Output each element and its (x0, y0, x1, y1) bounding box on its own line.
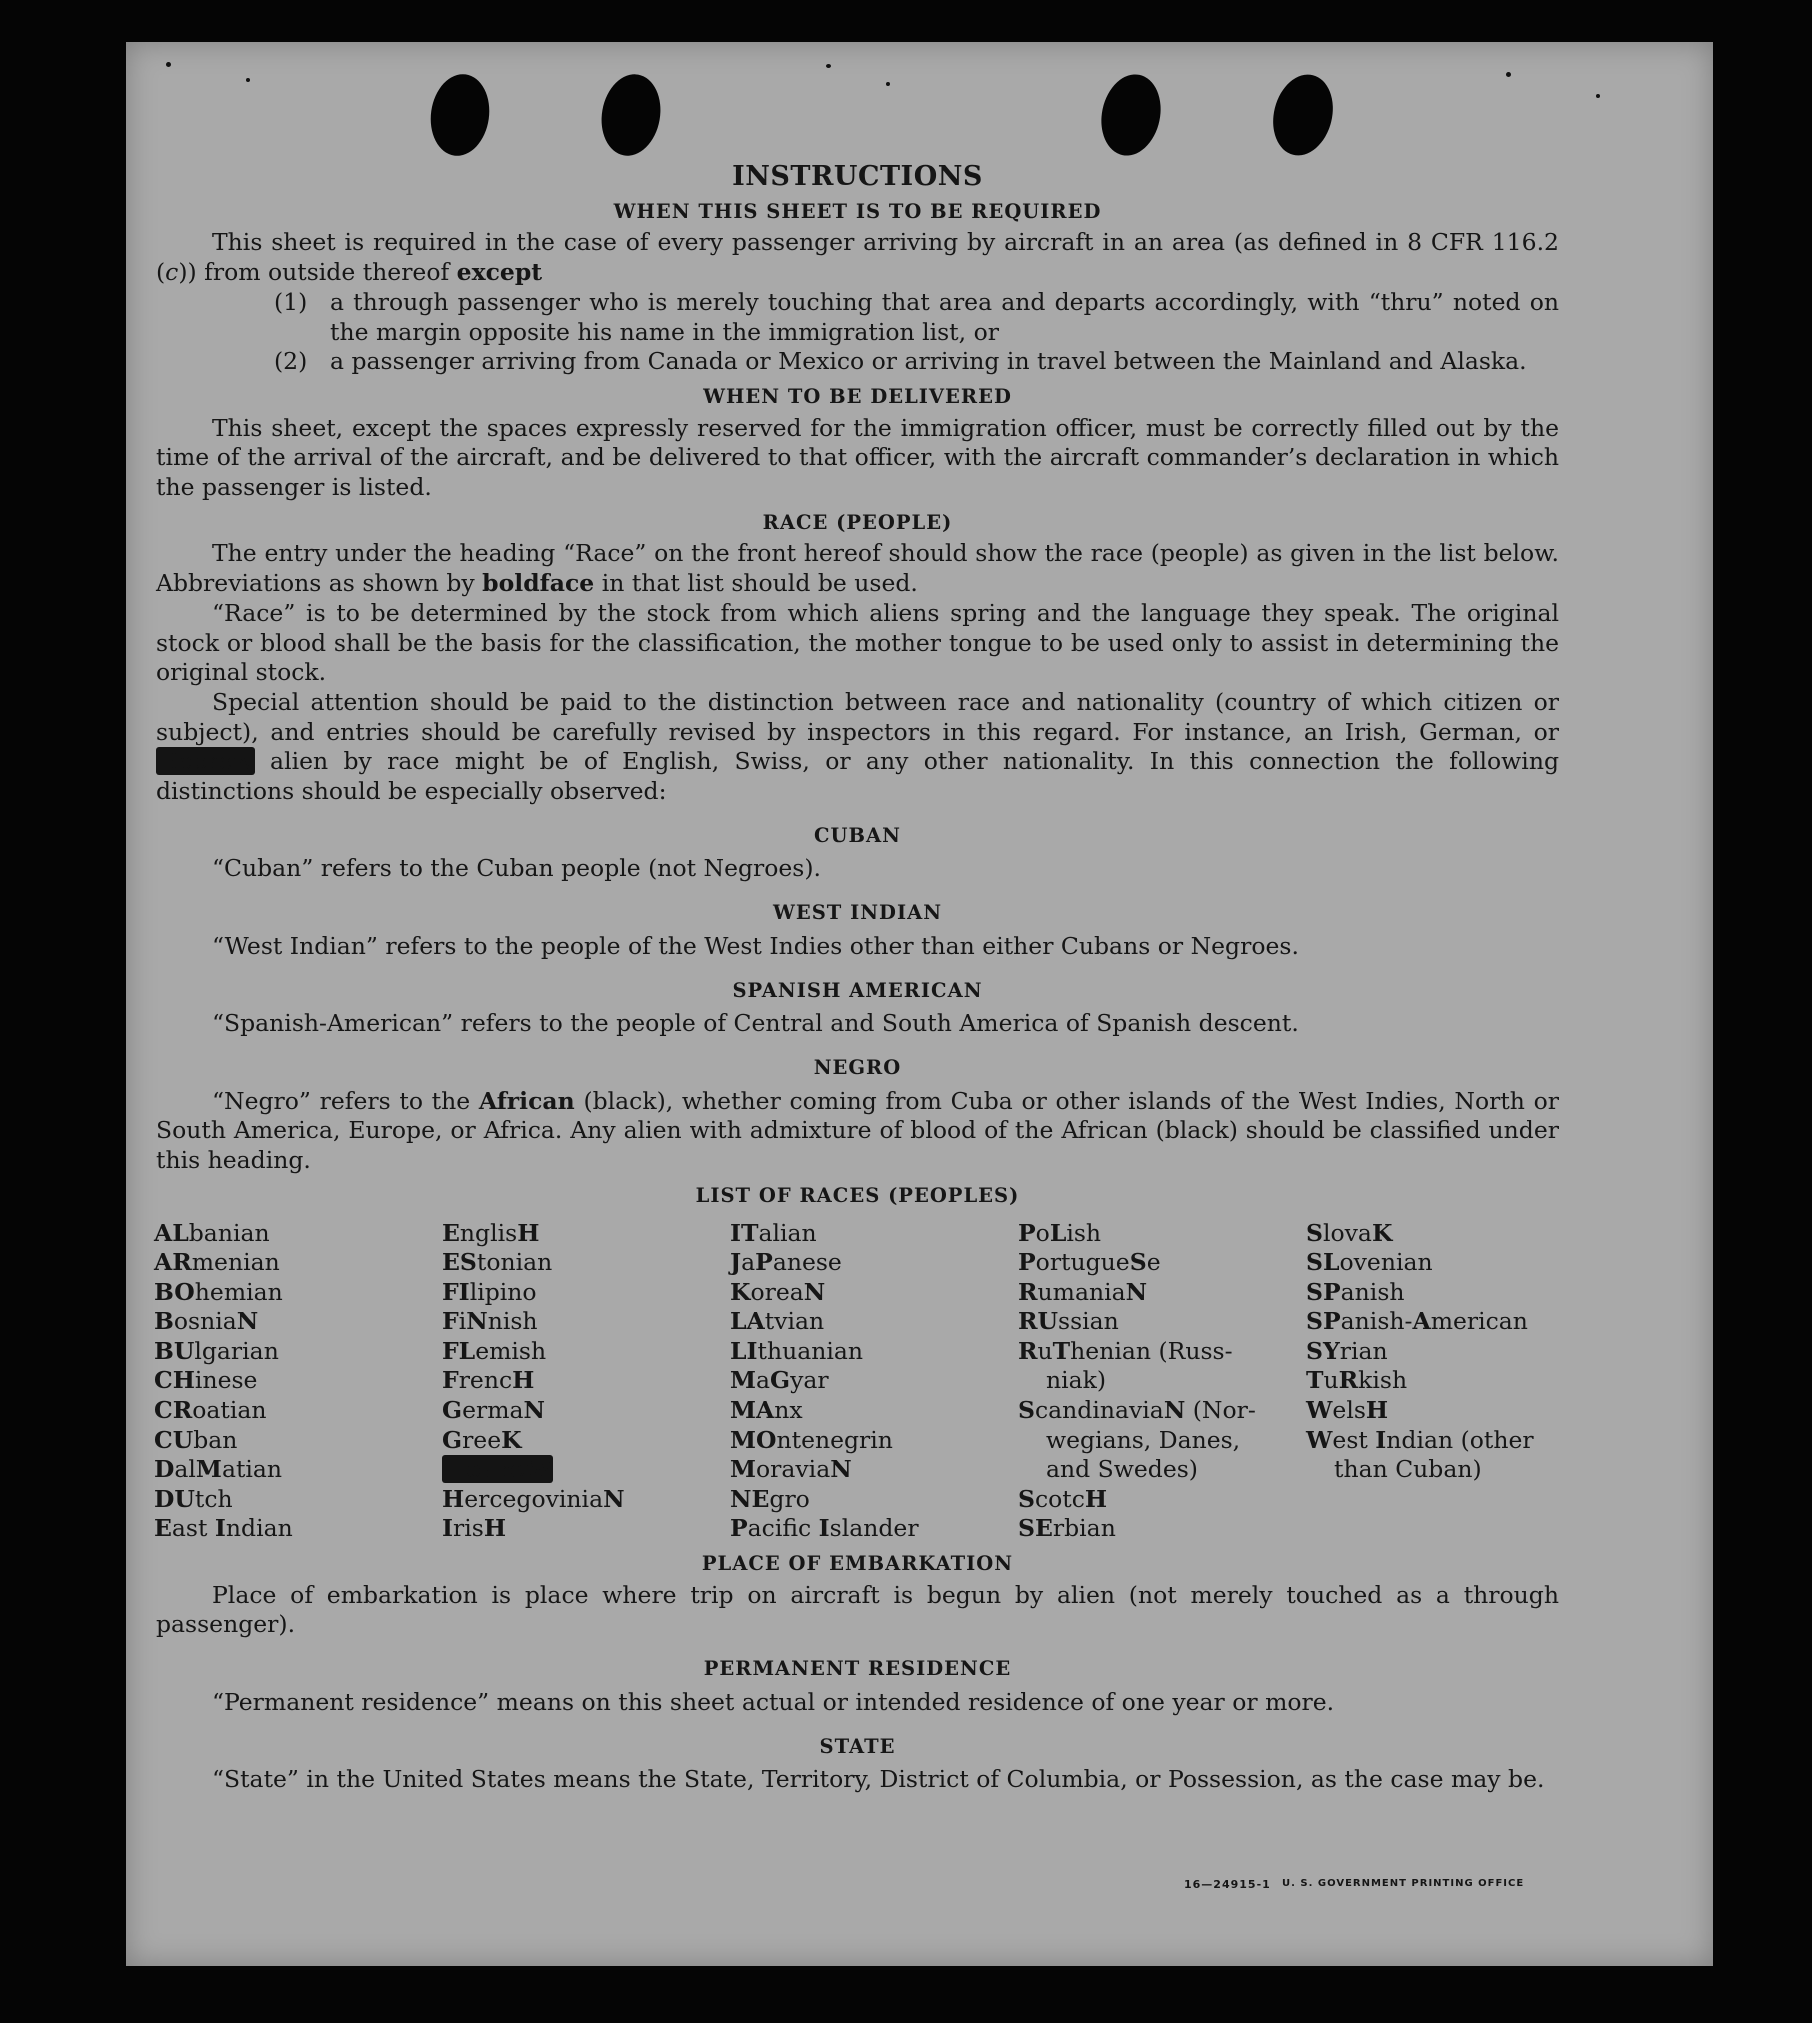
race-name-part: hemian (194, 1277, 283, 1306)
race-abbrev: FL (442, 1336, 476, 1365)
race-abbrev: R (1338, 1366, 1359, 1395)
state-paragraph: “State” in the United States means the State, Territory, District of Columbia, or Possession, as the case may be. (212, 1765, 1545, 1794)
spanish-american-paragraph: “Spanish-American” refers to the people of Central and South America of Spanish descent. (212, 1009, 1299, 1038)
races-column-2 (442, 1219, 730, 1545)
race-abbrev: CH (154, 1366, 195, 1395)
race-entry (1018, 1307, 1306, 1337)
races-column-5 (1306, 1219, 1594, 1545)
race-name-part: tonian (476, 1248, 553, 1277)
item-text: a through passenger who is merely touching that area and departs accordingly, with “thru” noted on the margin opposite his name in the immigration list, or (330, 287, 1559, 346)
race-abbrev: DU (154, 1484, 195, 1513)
race-name-part: umania (1037, 1277, 1126, 1306)
race-abbrev: H (483, 1514, 507, 1543)
section-heading-races-list: LIST OF RACES (PEOPLES) (695, 1183, 1020, 1207)
race-name-part: henian (Russ- (1070, 1336, 1233, 1365)
race-abbrev: P (1018, 1248, 1036, 1277)
race-entry (1306, 1307, 1594, 1337)
race-name-part: ercegovinia (464, 1484, 604, 1513)
race-name-part: lgarian (194, 1336, 279, 1365)
race-abbrev: H (517, 1218, 540, 1247)
race-abbrev: SE (1018, 1514, 1053, 1543)
african-keyword: African (478, 1086, 575, 1115)
race-name-part: els (1332, 1396, 1366, 1425)
race-name-part: renc (458, 1366, 513, 1395)
race-text: Special attention should be paid to the distinction between race and nationality (country of which citizen or subject), and entries should be carefully revised by inspectors in this regard. For instance, an Irish, German, or (156, 687, 1559, 746)
exception-item-2 (156, 347, 1559, 377)
race-name-part: atian (221, 1455, 283, 1484)
section-heading-race: RACE (PEOPLE) (762, 510, 953, 534)
race-entry (442, 1514, 730, 1544)
section-heading-embarkation: PLACE OF EMBARKATION (701, 1552, 1014, 1576)
race-abbrev: MO (730, 1425, 777, 1454)
race-abbrev: N (803, 1277, 826, 1306)
race-name-part: ntenegrin (776, 1425, 893, 1454)
race-name-part: nx (774, 1396, 803, 1425)
race-abbrev: S (1018, 1396, 1035, 1425)
printer-imprint: U. S. GOVERNMENT PRINTING OFFICE (1282, 1878, 1525, 1889)
section-heading-west-indian: WEST INDIAN (772, 901, 943, 925)
section-heading-required: WHEN THIS SHEET IS TO BE REQUIRED (613, 199, 1102, 223)
race-text: The entry under the heading “Race” on the front hereof should show the race (people) as given in the list below. Abbreviations as shown by (156, 539, 1559, 598)
race-entry (1018, 1485, 1306, 1515)
race-name-part: tvian (764, 1307, 825, 1336)
except-keyword: except (456, 258, 543, 287)
race-abbrev: I (818, 1514, 830, 1543)
race-name-part: orea (750, 1277, 804, 1306)
race-name-part: ortugue (1035, 1248, 1130, 1277)
race-abbrev: H (1084, 1484, 1108, 1513)
race-name-part: rian (1339, 1336, 1388, 1365)
race-entry (154, 1485, 442, 1515)
form-number: 16—24915-1 (1184, 1878, 1271, 1891)
race-entry (730, 1455, 1018, 1485)
punch-hole (1265, 68, 1341, 162)
race-name-part: e (1146, 1248, 1161, 1277)
race-name-part: kish (1358, 1366, 1408, 1395)
speck (1596, 94, 1600, 98)
race-entry (442, 1485, 730, 1515)
race-name-part: ssian (1058, 1307, 1119, 1336)
race-name-part: ovenian (1339, 1248, 1433, 1277)
race-entry (730, 1219, 1018, 1249)
race-name-part: acific (747, 1514, 819, 1543)
races-list (154, 1219, 1559, 1545)
race-entry (730, 1337, 1018, 1367)
race-name-part: than Cuban) (1334, 1455, 1482, 1484)
speck (886, 82, 890, 86)
race-abbrev: B (154, 1307, 174, 1336)
punch-hole (426, 70, 495, 159)
race-name-part: ris (453, 1514, 484, 1543)
race-entry (154, 1396, 442, 1426)
delivered-paragraph: This sheet, except the spaces expressly reserved for the immigration officer, must be correctly filled out by the time of the arrival of the aircraft, and be delivered to that officer, with the aircraft commander’s declaration in which the passenger is listed. (156, 413, 1559, 502)
race-abbrev: N (1125, 1277, 1148, 1306)
race-abbrev: I (214, 1514, 226, 1543)
race-name-part: anish (1340, 1277, 1405, 1306)
race-name-part: anish- (1340, 1307, 1413, 1336)
section-heading-cuban: CUBAN (814, 823, 901, 847)
races-column-3 (730, 1219, 1018, 1545)
race-entry (1018, 1278, 1306, 1308)
race-entry (1018, 1366, 1306, 1396)
residence-paragraph: “Permanent residence” means on this sheet actual or intended residence of one year or more. (212, 1687, 1335, 1716)
race-entry (1306, 1278, 1594, 1308)
punch-hole (595, 70, 666, 161)
race-name-part: candinavia (1034, 1396, 1164, 1425)
race-abbrev: I (1375, 1425, 1387, 1454)
race-abbrev: F (442, 1366, 459, 1395)
race-entry (730, 1485, 1018, 1515)
race-abbrev: CR (154, 1396, 193, 1425)
race-entry (730, 1307, 1018, 1337)
race-abbrev: SP (1306, 1277, 1341, 1306)
race-abbrev: R (1018, 1277, 1038, 1306)
cuban-paragraph: “Cuban” refers to the Cuban people (not Negroes). (212, 854, 822, 883)
embarkation-paragraph: Place of embarkation is place where trip on aircraft is begun by alien (not merely touched as a through passenger). (156, 1580, 1559, 1639)
race-abbrev: SL (1306, 1248, 1340, 1277)
race-abbrev: N (1163, 1396, 1186, 1425)
race-entry (1018, 1248, 1306, 1278)
race-abbrev: G (442, 1396, 463, 1425)
race-name-part: (Nor- (1185, 1396, 1256, 1425)
race-entry (154, 1455, 442, 1485)
race-entry (1306, 1337, 1594, 1367)
race-entry (1018, 1396, 1306, 1426)
required-text: )) from outside thereof (178, 258, 457, 287)
race-entry (730, 1366, 1018, 1396)
race-name-part: ree (462, 1425, 502, 1454)
race-entry (154, 1514, 442, 1544)
race-entry (1306, 1248, 1594, 1278)
race-abbrev: RU (1018, 1307, 1059, 1336)
race-entry (730, 1278, 1018, 1308)
race-name-part: osnia (173, 1307, 237, 1336)
speck (826, 64, 831, 68)
race-abbrev: MA (730, 1396, 775, 1425)
race-name-part: ban (193, 1425, 238, 1454)
race-name-part: nglis (459, 1218, 518, 1247)
race-abbrev: CU (154, 1425, 194, 1454)
race-name-part: nish (487, 1307, 538, 1336)
race-abbrev: N (236, 1307, 259, 1336)
race-name-part: lipino (469, 1277, 537, 1306)
race-abbrev: HebreW (444, 1455, 552, 1484)
required-text: This sheet is required in the case of every passenger arriving by aircraft in an area (as defined in 8 CFR 116.2 ( (156, 228, 1559, 287)
race-name-part: slander (829, 1514, 919, 1543)
race-entry (442, 1278, 730, 1308)
boldface-word: boldface (482, 569, 595, 598)
negro-paragraph (156, 1087, 1559, 1176)
race-name-part: menian (191, 1248, 280, 1277)
race-name-part: a (741, 1248, 756, 1277)
race-abbrev: W (1306, 1396, 1333, 1425)
race-name-part: i (458, 1307, 467, 1336)
speck (246, 78, 250, 82)
race-abbrev: E (442, 1218, 460, 1247)
race-entry (1306, 1426, 1594, 1456)
race-name-part: merican (1430, 1307, 1528, 1336)
section-heading-negro: NEGRO (813, 1055, 902, 1079)
race-abbrev: K (730, 1277, 751, 1306)
race-entry (442, 1337, 730, 1367)
race-entry (442, 1455, 730, 1485)
race-name-part: ast (171, 1514, 215, 1543)
race-entry (1306, 1455, 1594, 1485)
page-title: INSTRUCTIONS (732, 161, 983, 192)
race-name-part: a (756, 1366, 771, 1395)
race-abbrev: G (770, 1366, 791, 1395)
race-name-part: thuanian (757, 1336, 864, 1365)
race-abbrev: S (1018, 1484, 1035, 1513)
race-abbrev: E (154, 1514, 172, 1543)
race-name-part: erma (462, 1396, 524, 1425)
race-entry (154, 1307, 442, 1337)
race-entry (730, 1396, 1018, 1426)
document-page (126, 42, 1713, 1966)
race-entry (442, 1366, 730, 1396)
race-name-part: cotc (1034, 1484, 1085, 1513)
race-name-part: inese (194, 1366, 258, 1395)
race-text: alien by race might be of English, Swiss, or any other nationality. In this connection the following distinctions should be especially observed: (156, 747, 1559, 806)
race-abbrev: N (830, 1455, 852, 1484)
race-abbrev: D (154, 1455, 175, 1484)
race-abbrev: M (195, 1455, 222, 1484)
races-column-4 (1018, 1219, 1306, 1545)
race-entry (1018, 1337, 1306, 1367)
race-entry (442, 1307, 730, 1337)
race-name-part: ish (1066, 1218, 1102, 1247)
race-entry (442, 1426, 730, 1456)
race-name-part: tch (194, 1484, 233, 1513)
race-abbrev: S (1129, 1248, 1147, 1277)
race-name-part: yar (790, 1366, 829, 1395)
race-abbrev: J (730, 1248, 742, 1277)
race-abbrev: T (1306, 1366, 1324, 1395)
race-name-part: wegians, Danes, (1046, 1425, 1241, 1454)
race-text: in that list should be used. (594, 569, 918, 598)
race-abbrev: N (466, 1307, 488, 1336)
west-indian-paragraph: “West Indian” refers to the people of the West Indies other than either Cubans or Negroes. (212, 931, 1299, 960)
required-paragraph (156, 228, 1559, 287)
race-abbrev: BU (154, 1336, 195, 1365)
race-entry (1306, 1396, 1594, 1426)
race-name-part: o (1035, 1218, 1050, 1247)
races-column-1 (154, 1219, 442, 1545)
race-abbrev: L (1049, 1218, 1067, 1247)
section-heading-residence: PERMANENT RESIDENCE (703, 1657, 1012, 1681)
race-abbrev: SP (1306, 1307, 1341, 1336)
race-paragraph-1 (156, 539, 1559, 598)
race-name-part: emish (475, 1336, 547, 1365)
race-entry (442, 1248, 730, 1278)
exception-item-1 (156, 288, 1559, 347)
negro-text: “Negro” refers to the (212, 1086, 479, 1115)
race-name-part: lova (1322, 1218, 1372, 1247)
race-entry (1018, 1426, 1306, 1456)
race-entry (154, 1426, 442, 1456)
race-abbrev: P (730, 1514, 748, 1543)
race-paragraph-3 (156, 688, 1559, 807)
race-abbrev: W (1306, 1425, 1333, 1454)
race-abbrev: AL (154, 1218, 189, 1247)
race-abbrev: K (1371, 1218, 1393, 1247)
race-abbrev: BO (154, 1277, 195, 1306)
race-abbrev: LA (730, 1307, 765, 1336)
punch-hole (1094, 69, 1168, 161)
race-name-part: niak) (1046, 1366, 1107, 1395)
race-entry (730, 1248, 1018, 1278)
race-abbrev: H (442, 1484, 465, 1513)
race-name-part: ndian (other (1386, 1425, 1534, 1454)
race-entry (154, 1219, 442, 1249)
race-paragraph-2: “Race” is to be determined by the stock from which aliens spring and the language they speak. The original stock or blood shall be the basis for the classification, the mother tongue to be used only to assist in determining the original stock. (156, 598, 1559, 687)
item-number: (1) (274, 287, 308, 316)
race-name-part: alian (758, 1218, 817, 1247)
race-name-part: est (1332, 1425, 1376, 1454)
race-entry (1018, 1514, 1306, 1544)
race-entry (1306, 1366, 1594, 1396)
speck (1506, 72, 1511, 77)
race-abbrev: H (1365, 1396, 1389, 1425)
race-abbrev: A (1412, 1307, 1431, 1336)
race-name-part: banian (188, 1218, 270, 1247)
race-abbrev: N (603, 1484, 625, 1513)
race-abbrev: T (1052, 1336, 1071, 1365)
race-name-part: u (1323, 1366, 1339, 1395)
race-name-part: ndian (225, 1514, 293, 1543)
race-abbrev: SY (1306, 1336, 1340, 1365)
race-abbrev: N (523, 1396, 545, 1425)
race-name-part: and Swedes) (1046, 1455, 1198, 1484)
race-name-part: rbian (1052, 1514, 1116, 1543)
race-abbrev: K (501, 1425, 522, 1454)
race-entry (730, 1514, 1018, 1544)
race-abbrev: NE (730, 1484, 770, 1513)
race-entry (1018, 1455, 1306, 1485)
race-abbrev: ES (442, 1248, 477, 1277)
race-abbrev: I (442, 1514, 453, 1543)
negro-text: (black), whether coming from Cuba or other islands of the West Indies, North or South America, Europe, or Africa. Any alien with admixture of blood of the African (black) should be classified under this heading. (156, 1086, 1559, 1175)
section-heading-state: STATE (819, 1734, 896, 1758)
race-name-part: oravia (756, 1455, 831, 1484)
race-abbrev: F (442, 1307, 459, 1336)
race-abbrev: LI (730, 1336, 758, 1365)
section-heading-spanish-american: SPANISH AMERICAN (732, 978, 983, 1002)
race-name-part: oatian (192, 1396, 267, 1425)
race-abbrev: P (755, 1248, 773, 1277)
speck (166, 62, 171, 67)
race-name-part: gro (769, 1484, 810, 1513)
subsection-letter: c (165, 258, 179, 287)
race-entry (154, 1366, 442, 1396)
race-entry (154, 1337, 442, 1367)
race-entry (154, 1278, 442, 1308)
race-entry (442, 1219, 730, 1249)
race-abbrev: H (512, 1366, 535, 1395)
race-name-part: anese (772, 1248, 842, 1277)
race-abbrev: S (1306, 1218, 1323, 1247)
race-entry (1018, 1219, 1306, 1249)
redacted-word: Hebrew (158, 747, 253, 776)
race-entry (154, 1248, 442, 1278)
race-name-part: u (1037, 1336, 1053, 1365)
race-entry (1306, 1219, 1594, 1249)
item-number: (2) (274, 347, 308, 376)
race-abbrev: M (730, 1366, 757, 1395)
race-name-part: al (174, 1455, 196, 1484)
race-entry (730, 1426, 1018, 1456)
race-abbrev: P (1018, 1218, 1036, 1247)
instructions-body (156, 162, 1559, 1795)
race-abbrev: IT (730, 1218, 759, 1247)
item-text: a passenger arriving from Canada or Mexico or arriving in travel between the Mainland and Alaska. (330, 347, 1527, 376)
race-abbrev: M (730, 1455, 757, 1484)
section-heading-delivered: WHEN TO BE DELIVERED (703, 384, 1012, 408)
race-abbrev: FI (442, 1277, 470, 1306)
race-abbrev: G (442, 1425, 463, 1454)
race-abbrev: AR (154, 1248, 192, 1277)
race-entry (442, 1396, 730, 1426)
race-abbrev: R (1018, 1336, 1038, 1365)
